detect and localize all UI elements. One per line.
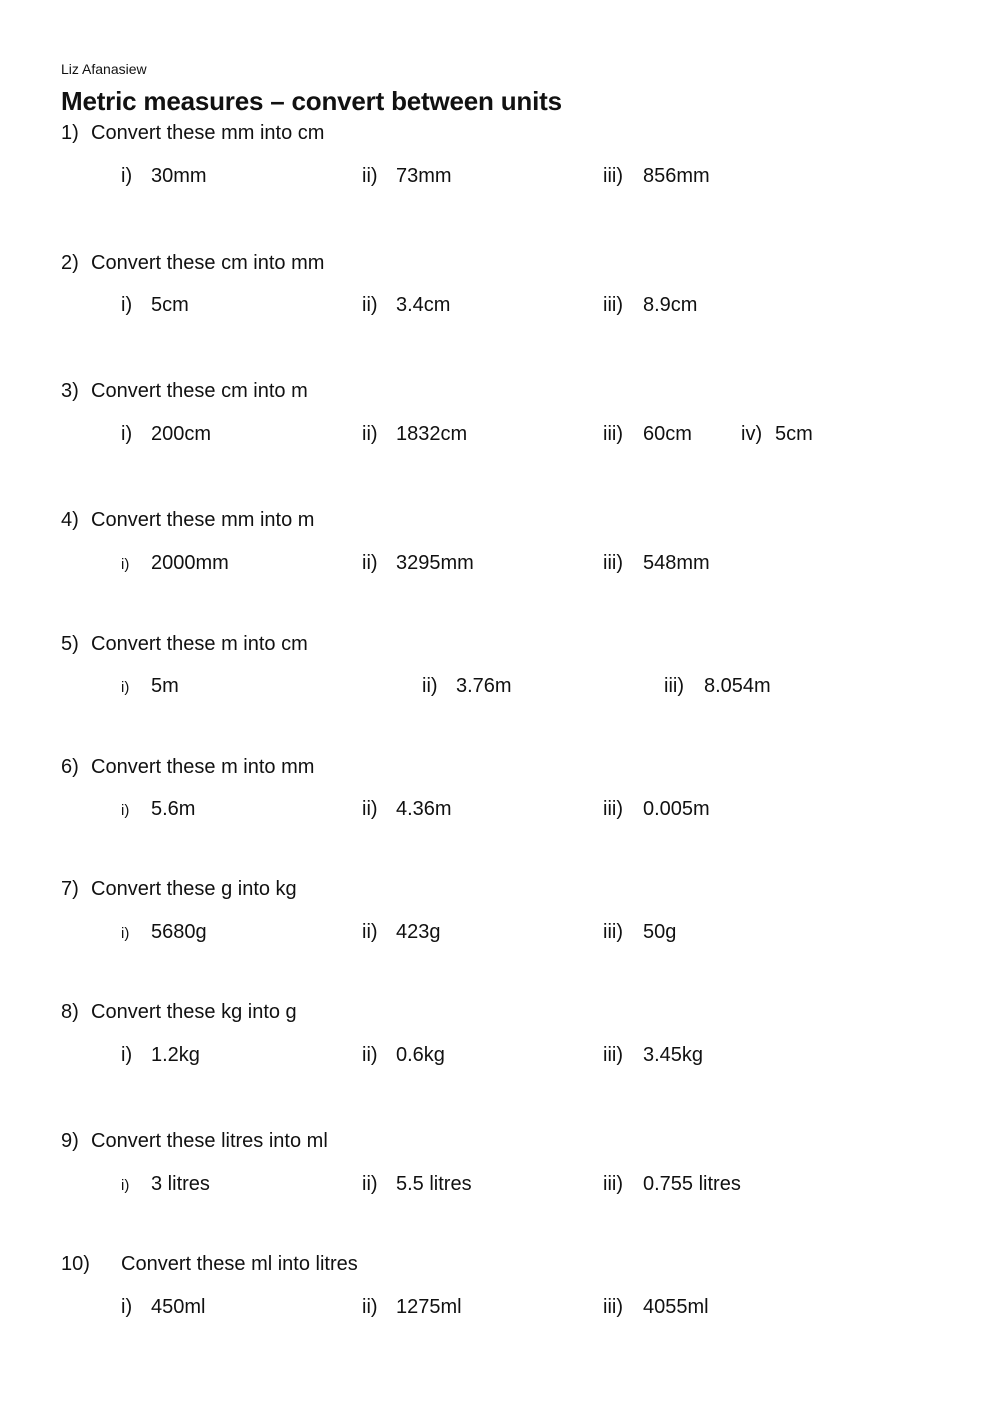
item-value: 5.6m bbox=[151, 798, 196, 820]
question-number: 9) bbox=[61, 1130, 79, 1152]
item-value: 8.054m bbox=[704, 675, 771, 697]
item-label: i) bbox=[121, 1177, 130, 1194]
item-label: ii) bbox=[362, 552, 378, 574]
item-value: 0.755 litres bbox=[643, 1173, 741, 1195]
item-label: iii) bbox=[603, 165, 623, 187]
item-label: i) bbox=[121, 1044, 133, 1066]
item-label: ii) bbox=[362, 921, 378, 943]
item-value: 3 litres bbox=[151, 1173, 210, 1195]
question-text: Convert these litres into ml bbox=[91, 1130, 328, 1152]
item-label: iv) bbox=[741, 423, 763, 445]
item-label: i) bbox=[121, 925, 130, 942]
item-value: 3.76m bbox=[456, 675, 512, 697]
item-value: 548mm bbox=[643, 552, 710, 574]
item-label: ii) bbox=[362, 423, 378, 445]
question-text: Convert these mm into m bbox=[91, 509, 315, 531]
item-value: 1.2kg bbox=[151, 1044, 200, 1066]
item-label: iii) bbox=[664, 675, 684, 697]
item-value: 1275ml bbox=[396, 1296, 462, 1318]
item-value: 3.4cm bbox=[396, 294, 451, 316]
question-text: Convert these mm into cm bbox=[91, 122, 325, 144]
item-value: 4.36m bbox=[396, 798, 452, 820]
author-name: Liz Afanasiew bbox=[61, 61, 147, 77]
item-label: i) bbox=[121, 1296, 133, 1318]
item-value: 5m bbox=[151, 675, 179, 697]
question-text: Convert these m into cm bbox=[91, 633, 308, 655]
item-label: ii) bbox=[362, 1173, 378, 1195]
question-text: Convert these g into kg bbox=[91, 878, 297, 900]
question-text: Convert these m into mm bbox=[91, 756, 315, 778]
item-value: 5680g bbox=[151, 921, 207, 943]
question-number: 5) bbox=[61, 633, 79, 655]
item-value: 60cm bbox=[643, 423, 692, 445]
item-label: iii) bbox=[603, 1044, 623, 1066]
item-value: 4055ml bbox=[643, 1296, 709, 1318]
item-label: i) bbox=[121, 294, 133, 316]
item-label: ii) bbox=[362, 1296, 378, 1318]
item-value: 8.9cm bbox=[643, 294, 698, 316]
item-value: 5.5 litres bbox=[396, 1173, 472, 1195]
question-number: 3) bbox=[61, 380, 79, 402]
item-label: ii) bbox=[362, 798, 378, 820]
item-label: iii) bbox=[603, 798, 623, 820]
item-label: iii) bbox=[603, 1173, 623, 1195]
item-value: 3.45kg bbox=[643, 1044, 704, 1066]
item-label: i) bbox=[121, 423, 133, 445]
item-value: 30mm bbox=[151, 165, 207, 187]
item-value: 2000mm bbox=[151, 552, 229, 574]
item-label: ii) bbox=[362, 294, 378, 316]
item-label: i) bbox=[121, 679, 130, 696]
question-text: Convert these ml into litres bbox=[121, 1253, 358, 1275]
item-label: i) bbox=[121, 556, 130, 573]
item-value: 3295mm bbox=[396, 552, 474, 574]
item-label: i) bbox=[121, 802, 130, 819]
item-label: iii) bbox=[603, 1296, 623, 1318]
item-label: iii) bbox=[603, 294, 623, 316]
item-value: 5cm bbox=[775, 423, 813, 445]
item-label: ii) bbox=[362, 165, 378, 187]
question-text: Convert these kg into g bbox=[91, 1001, 297, 1023]
question-number: 8) bbox=[61, 1001, 79, 1023]
item-value: 0.005m bbox=[643, 798, 710, 820]
item-label: iii) bbox=[603, 921, 623, 943]
question-number: 7) bbox=[61, 878, 79, 900]
item-value: 450ml bbox=[151, 1296, 206, 1318]
item-value: 1832cm bbox=[396, 423, 468, 445]
question-text: Convert these cm into mm bbox=[91, 252, 325, 274]
item-value: 73mm bbox=[396, 165, 452, 187]
item-value: 50g bbox=[643, 921, 677, 943]
item-value: 200cm bbox=[151, 423, 212, 445]
item-value: 5cm bbox=[151, 294, 189, 316]
question-number: 2) bbox=[61, 252, 79, 274]
item-label: i) bbox=[121, 165, 133, 187]
item-value: 423g bbox=[396, 921, 441, 943]
page-title: Metric measures – convert between units bbox=[61, 86, 562, 116]
item-label: iii) bbox=[603, 552, 623, 574]
question-number: 1) bbox=[61, 122, 79, 144]
question-number: 4) bbox=[61, 509, 79, 531]
question-text: Convert these cm into m bbox=[91, 380, 308, 402]
item-label: iii) bbox=[603, 423, 623, 445]
item-label: ii) bbox=[422, 675, 438, 697]
question-number: 10) bbox=[61, 1253, 90, 1275]
item-value: 856mm bbox=[643, 165, 710, 187]
item-label: ii) bbox=[362, 1044, 378, 1066]
item-value: 0.6kg bbox=[396, 1044, 445, 1066]
question-number: 6) bbox=[61, 756, 79, 778]
